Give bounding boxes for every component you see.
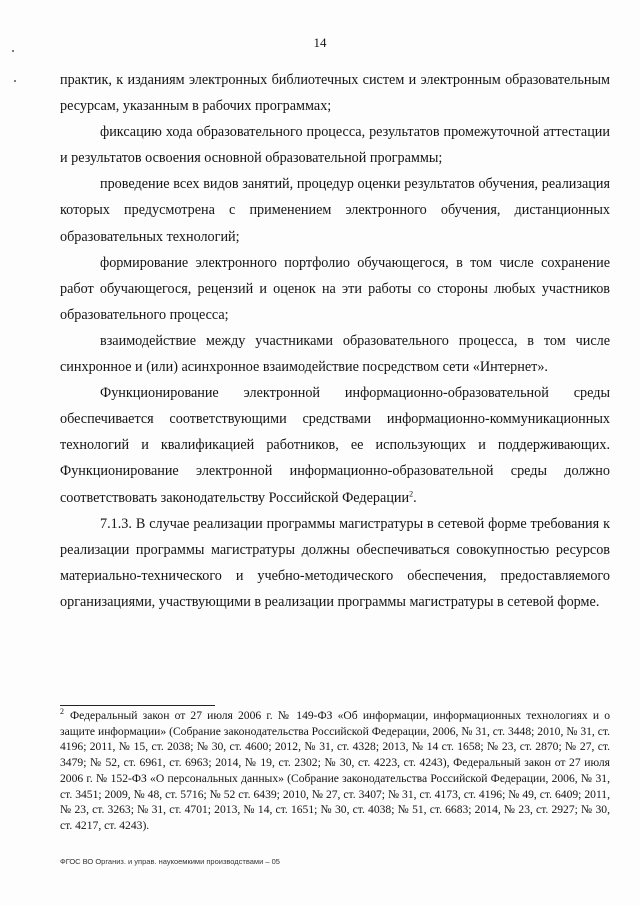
paragraph: 7.1.3. В случае реализации программы магистратуры в сетевой форме требования к реализации программы магистратуры должны обеспечиваться совокупностью ресурсов материально-технического и учебно-методического обеспечения, предоставляемого организациями, участвующими в реализации программы магистратуры в сетевой форме. [60,515,610,610]
footnote-mark: 2 [60,707,64,717]
paragraph: формирование электронного портфолио обучающегося, в том числе сохранение работ обучающегося, рецензий и оценок на эти работы со стороны любых участников образовательного процесса; [60,254,610,323]
scan-artifact [14,80,16,82]
paragraph: взаимодействие между участниками образовательного процесса, в том числе синхронное и (или) асинхронное взаимодействие посредством сети «Интернет». [60,332,610,376]
page-number: 14 [313,35,327,50]
paragraph: практик, к изданиям электронных библиотечных систем и электронным образовательным ресурсам, указанным в рабочих программах; [60,72,610,115]
paragraph-text: Функционирование электронной информационно-образовательной среды обеспечивается соответствующими средствами информационно-коммуникационных технологий и квалификацией работников, ее использующих и поддерживающих. Функционирование электронной информационно-образовательной среды должно соответствовать законодательству Российской Федерации [60,385,610,506]
running-footer: ФГОС ВО Организ. и управ. наукоемкими производствами – 05 [60,857,280,866]
footnote-reference[interactable]: 2 [409,488,414,498]
paragraph: проведение всех видов занятий, процедур оценки результатов обучения, реализация которых предусмотрена с применением электронного обучения, дистанционных образовательных технологий; [60,176,610,245]
paragraph: фиксацию хода образовательного процесса, результатов промежуточной аттестации и результатов освоения основной образовательной программы; [60,124,610,167]
footnote [60,708,610,834]
paragraph-with-footnote: Функционирование электронной информационно-образовательной среды обеспечивается соответствующими средствами информационно-коммуникационных технологий и квалификацией работников, ее использующих и поддерживающих. Функционирование электронной информационно-образовательной среды должно соответствовать законодательству Российской Федерации$^2$. [60,385,610,506]
footnote-text: Федеральный закон от 27 июля 2006 г. № 149-ФЗ «Об информации, информационных технологиях и о защите информации» (Собрание законодательства Российской Федерации, 2006, № 31, ст. 3448; 2010, № 31, ст. 4196; 2011, № 15, ст. 2038; № 30, ст. 4600; 2012, № 31, ст. 4328; 2013, № 14 ст. 1658; № 23, ст. 2870; № 27, ст. 3479; № 52, ст. 6961, ст. 6963; 2014, № 19, ст. 2302; № 30, ст. 4223, ст. 4243), Федеральный закон от 27 июля 2006 г. № 152-ФЗ «О персональных данных» (Собрание законодательства Российской Федерации, 2006, № 31, ст. 3451; 2009, № 48, ст. 5716; № 52 ст. 6439; 2010, № 27, ст. 3407; № 31, ст. 4173, ст. 4196; № 49, ст. 6409; 2011, № 23, ст. 3263; № 31, ст. 4701; 2013, № 14, ст. 1651; № 30, ст. 4038; № 51, ст. 6683; 2014, № 23, ст. 2927; № 30, ст. 4217, ст. 4243). [60,709,610,832]
body-text [60,67,610,615]
footnote-separator [60,705,215,706]
